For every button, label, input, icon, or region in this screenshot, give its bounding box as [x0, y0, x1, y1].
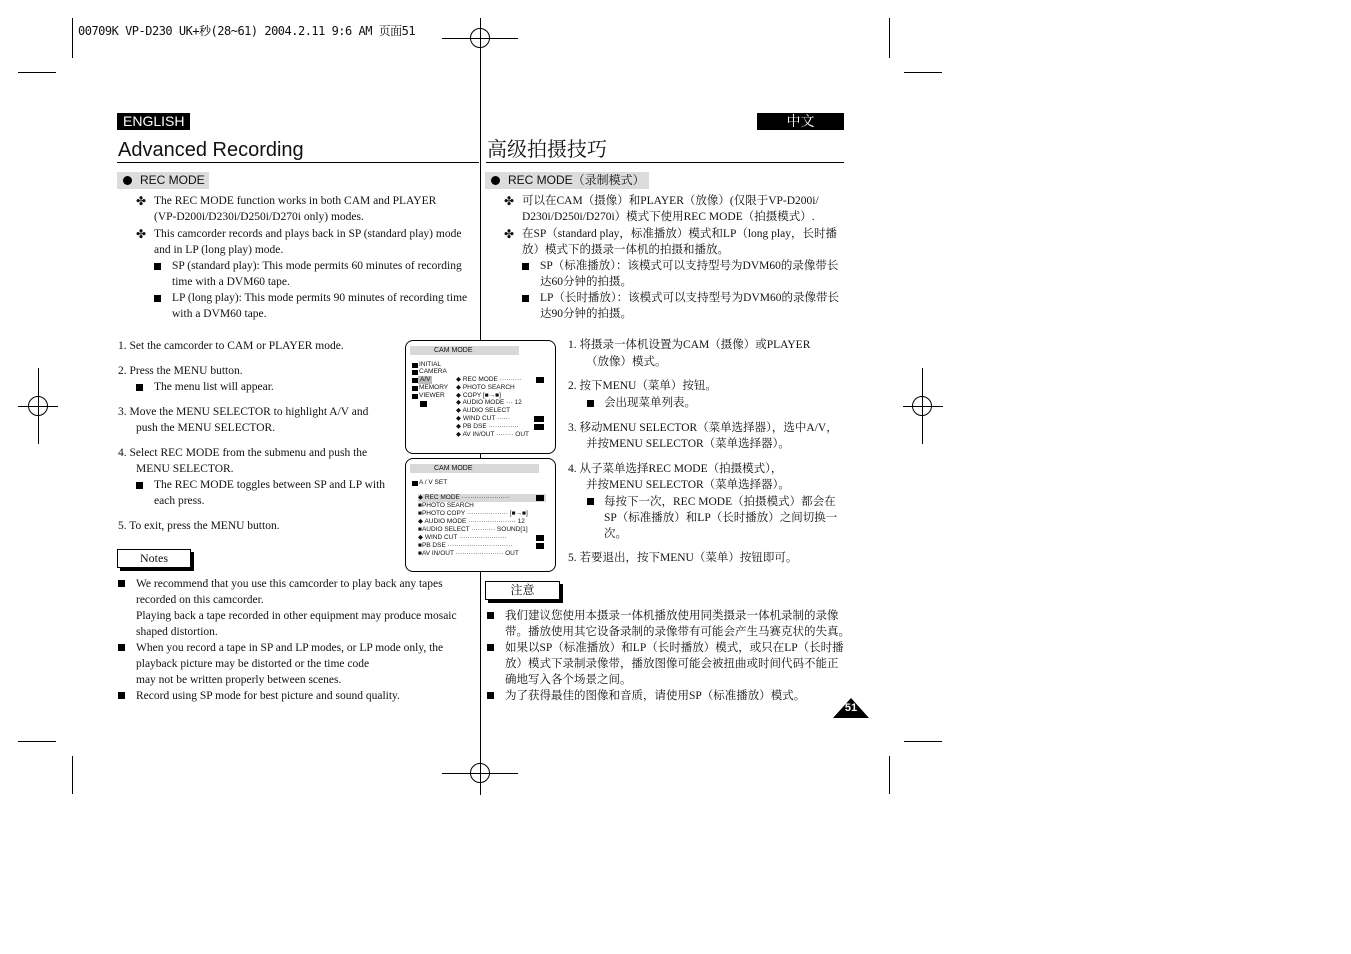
step-4-note: SP（标准播放）和LP（长时播放）之间切换一: [604, 512, 838, 524]
step-4-note: 次。: [604, 528, 627, 540]
cross-bullet-icon: ✤: [136, 227, 147, 241]
menu-icon: [412, 394, 418, 399]
sub-bullet-text: LP（长时播放）：该模式可以支持型号为DVM60的录像带长: [540, 292, 840, 304]
screen-item-selected: ◆ REC MODE ······················: [418, 494, 546, 502]
setting-icon: [536, 535, 544, 541]
cross-bullet-icon: ✤: [504, 227, 515, 241]
setting-icon: [536, 495, 544, 501]
page-number: 51: [844, 702, 858, 714]
note-text: Playing back a tape recorded in other equipment may produce mosaic: [136, 610, 457, 622]
step-3: 并按MENU SELECTOR（菜单选择器）。: [586, 438, 790, 450]
step-2-note: 会出现菜单列表。: [604, 397, 696, 409]
screen-item: ■PB DSE ······························: [418, 542, 513, 549]
screen-item: ◆ WIND CUT ······················: [418, 534, 507, 541]
title-underline: [486, 162, 844, 163]
crop-mark: [18, 72, 56, 73]
bullet-dot-icon: [491, 176, 500, 185]
intro-text: D230i/D250i/D270i）模式下使用REC MODE（拍摄模式）.: [522, 211, 815, 223]
menu-icon: [412, 481, 418, 486]
section-heading-english: REC MODE: [117, 172, 209, 189]
registration-mark: [912, 396, 932, 416]
crop-mark: [72, 18, 73, 58]
step-4: 并按MENU SELECTOR（菜单选择器）。: [586, 479, 790, 491]
bullet-dot-icon: [123, 176, 132, 185]
intro-text: and in LP (long play) mode.: [154, 244, 284, 256]
square-bullet-icon: [136, 384, 143, 391]
note-text: When you record a tape in SP and LP modes, or LP mode only, the: [136, 642, 444, 654]
registration-mark: [470, 28, 490, 48]
step-3: 3. 移动MENU SELECTOR（菜单选择器），选中A/V，: [568, 422, 838, 434]
step-1: 1. 将摄录一体机设置为CAM（摄像）或PLAYER: [568, 339, 811, 351]
sub-bullet-text: LP (long play): This mode permits 90 minutes of recording time: [172, 292, 468, 304]
square-bullet-icon: [154, 263, 161, 270]
section-heading-chinese: REC MODE（录制模式）: [485, 172, 649, 189]
print-slug: 00709K VP-D230 UK+秒(28~61) 2004.2.11 9:6 AM 页面51: [78, 24, 416, 38]
setting-icon: [536, 377, 544, 383]
cross-bullet-icon: ✤: [136, 194, 147, 208]
sub-bullet-text: with a DVM60 tape.: [172, 308, 267, 320]
screen-menu-label: VIEWER: [419, 392, 445, 399]
crop-mark: [904, 72, 942, 73]
step-2: 2. 按下MENU（菜单）按钮。: [568, 380, 717, 392]
crop-mark: [904, 741, 942, 742]
step-3: 3. Move the MENU SELECTOR to highlight A/V and: [118, 406, 369, 418]
screen-item: ◆ PHOTO SEARCH: [456, 384, 515, 391]
note-text: 如果以SP（标准播放）和LP（长时播放）模式，或只在LP（长时播: [505, 642, 844, 654]
menu-icon: [412, 370, 418, 375]
screen-menu-label: INITIAL: [419, 361, 442, 368]
crop-mark: [889, 18, 890, 58]
square-bullet-icon: [136, 482, 143, 489]
step-5: 5. To exit, press the MENU button.: [118, 520, 280, 532]
square-bullet-icon: [118, 580, 125, 587]
page-title-english: Advanced Recording: [118, 139, 304, 161]
note-text: 放）模式下录制录像带，播放图像可能会被扭曲或时间代码不能正: [505, 658, 839, 670]
language-tab-english: ENGLISH: [117, 113, 190, 130]
menu-icon: [412, 363, 418, 368]
square-bullet-icon: [154, 295, 161, 302]
notes-label-english: Notes: [117, 549, 191, 568]
screen-item: ◆ AUDIO MODE ··· 12: [456, 399, 522, 406]
sub-bullet-text: 达90分钟的拍摄。: [540, 308, 632, 320]
screen-menu-label: CAMERA: [419, 368, 447, 375]
intro-text: 在SP（standard play，标准播放）模式和LP（long play，长时播: [522, 228, 837, 240]
crop-mark: [72, 756, 73, 794]
square-bullet-icon: [522, 263, 529, 270]
intro-text: 放）模式下的摄录一体机的拍摄和播放。: [522, 244, 729, 256]
note-text: We recommend that you use this camcorder to play back any tapes: [136, 578, 443, 590]
registration-mark: [28, 396, 48, 416]
square-bullet-icon: [487, 692, 494, 699]
submenu-screen-illustration: [405, 458, 556, 572]
screen-item: ◆ AUDIO SELECT: [456, 407, 511, 414]
menu-screen-illustration: [405, 340, 556, 454]
setting-icon: [536, 543, 544, 549]
step-3: push the MENU SELECTOR.: [136, 422, 276, 434]
note-text: 为了获得最佳的图像和音质，请使用SP（标准播放）模式。: [505, 690, 806, 702]
setting-icon: [534, 416, 544, 422]
step-4-note: 每按下一次，REC MODE（拍摄模式）都会在: [604, 496, 836, 508]
page-title-chinese: 高级拍摄技巧: [487, 139, 607, 161]
note-text: 确地写入各个场景之间。: [505, 674, 632, 686]
square-bullet-icon: [587, 400, 594, 407]
registration-mark: [470, 763, 490, 783]
square-bullet-icon: [587, 498, 594, 505]
step-4-note: The REC MODE toggles between SP and LP with: [154, 479, 386, 491]
menu-icon: [412, 386, 418, 391]
screen-header: CAM MODE: [410, 346, 519, 355]
step-5: 5. 若要退出，按下MENU（菜单）按钮即可。: [568, 552, 798, 564]
note-text: Record using SP mode for best picture and sound quality.: [136, 690, 400, 702]
cross-bullet-icon: ✤: [504, 194, 515, 208]
intro-text: The REC MODE function works in both CAM and PLAYER: [154, 195, 437, 207]
square-bullet-icon: [487, 644, 494, 651]
note-text: 我们建议您使用本摄录一体机播放使用同类摄录一体机录制的录像: [505, 610, 839, 622]
intro-text: 可以在CAM（摄像）和PLAYER（放像）(仅限于VP-D200i/: [522, 195, 819, 207]
square-bullet-icon: [487, 612, 494, 619]
screen-item: ■PHOTO COPY ··················· [■→■]: [418, 510, 528, 517]
square-bullet-icon: [118, 692, 125, 699]
note-text: recorded on this camcorder.: [136, 594, 264, 606]
screen-item: ◆ WIND CUT ······: [456, 415, 510, 422]
sub-bullet-text: time with a DVM60 tape.: [172, 276, 290, 288]
step-1: 1. Set the camcorder to CAM or PLAYER mode.: [118, 340, 344, 352]
step-4: 4. 从子菜单选择REC MODE（拍摄模式），: [568, 463, 783, 475]
screen-item: ■AUDIO SELECT ··········· SOUND[1]: [418, 526, 528, 533]
sub-bullet-text: 达60分钟的拍摄。: [540, 276, 632, 288]
step-4-note: each press.: [154, 495, 205, 507]
sub-bullet-text: SP (standard play): This mode permits 60 minutes of recording: [172, 260, 462, 272]
step-2: 2. Press the MENU button.: [118, 365, 243, 377]
intro-text: This camcorder records and plays back in SP (standard play) mode: [154, 228, 462, 240]
step-2-note: The menu list will appear.: [154, 381, 274, 393]
screen-header: CAM MODE: [410, 464, 539, 473]
screen-menu-label: MEMORY: [419, 384, 449, 391]
crop-mark: [18, 741, 56, 742]
intro-text: (VP-D200i/D230i/D250i/D270i only) modes.: [154, 211, 364, 223]
screen-item: ◆ AV IN/OUT ········ OUT: [456, 431, 530, 438]
screen-item: ■AV IN/OUT ······················ OUT: [418, 550, 519, 557]
note-text: shaped distortion.: [136, 626, 218, 638]
setting-icon: [534, 424, 544, 430]
step-4: MENU SELECTOR.: [136, 463, 234, 475]
title-underline: [117, 162, 479, 163]
screen-item: ◆ AUDIO MODE ······················ 12: [418, 518, 525, 525]
screen-item: ◆ PB DSE ··············: [456, 423, 519, 430]
menu-icon: [420, 401, 427, 407]
square-bullet-icon: [522, 295, 529, 302]
sub-bullet-text: SP（标准播放）：该模式可以支持型号为DVM60的录像带长: [540, 260, 839, 272]
screen-item: ◆ COPY [■→■]: [456, 392, 501, 399]
screen-item: ■PHOTO SEARCH: [418, 502, 474, 509]
note-text: 带。播放使用其它设备录制的录像带有可能会产生马赛克状的失真。: [505, 626, 850, 638]
square-bullet-icon: [118, 644, 125, 651]
language-tab-chinese: 中文: [757, 113, 844, 130]
note-text: playback picture may be distorted or the time code: [136, 658, 370, 670]
screen-submenu-title: A / V SET: [419, 479, 448, 486]
screen-item: ◆ REC MODE ··········: [456, 376, 522, 383]
notes-label-chinese: 注意: [485, 581, 560, 600]
screen-menu-label: A/V: [420, 376, 431, 383]
step-1: （放像）模式。: [586, 356, 667, 368]
step-4: 4. Select REC MODE from the submenu and push the: [118, 447, 368, 459]
menu-icon: [412, 378, 418, 383]
note-text: may not be written properly between scenes.: [136, 674, 342, 686]
crop-mark: [889, 756, 890, 794]
